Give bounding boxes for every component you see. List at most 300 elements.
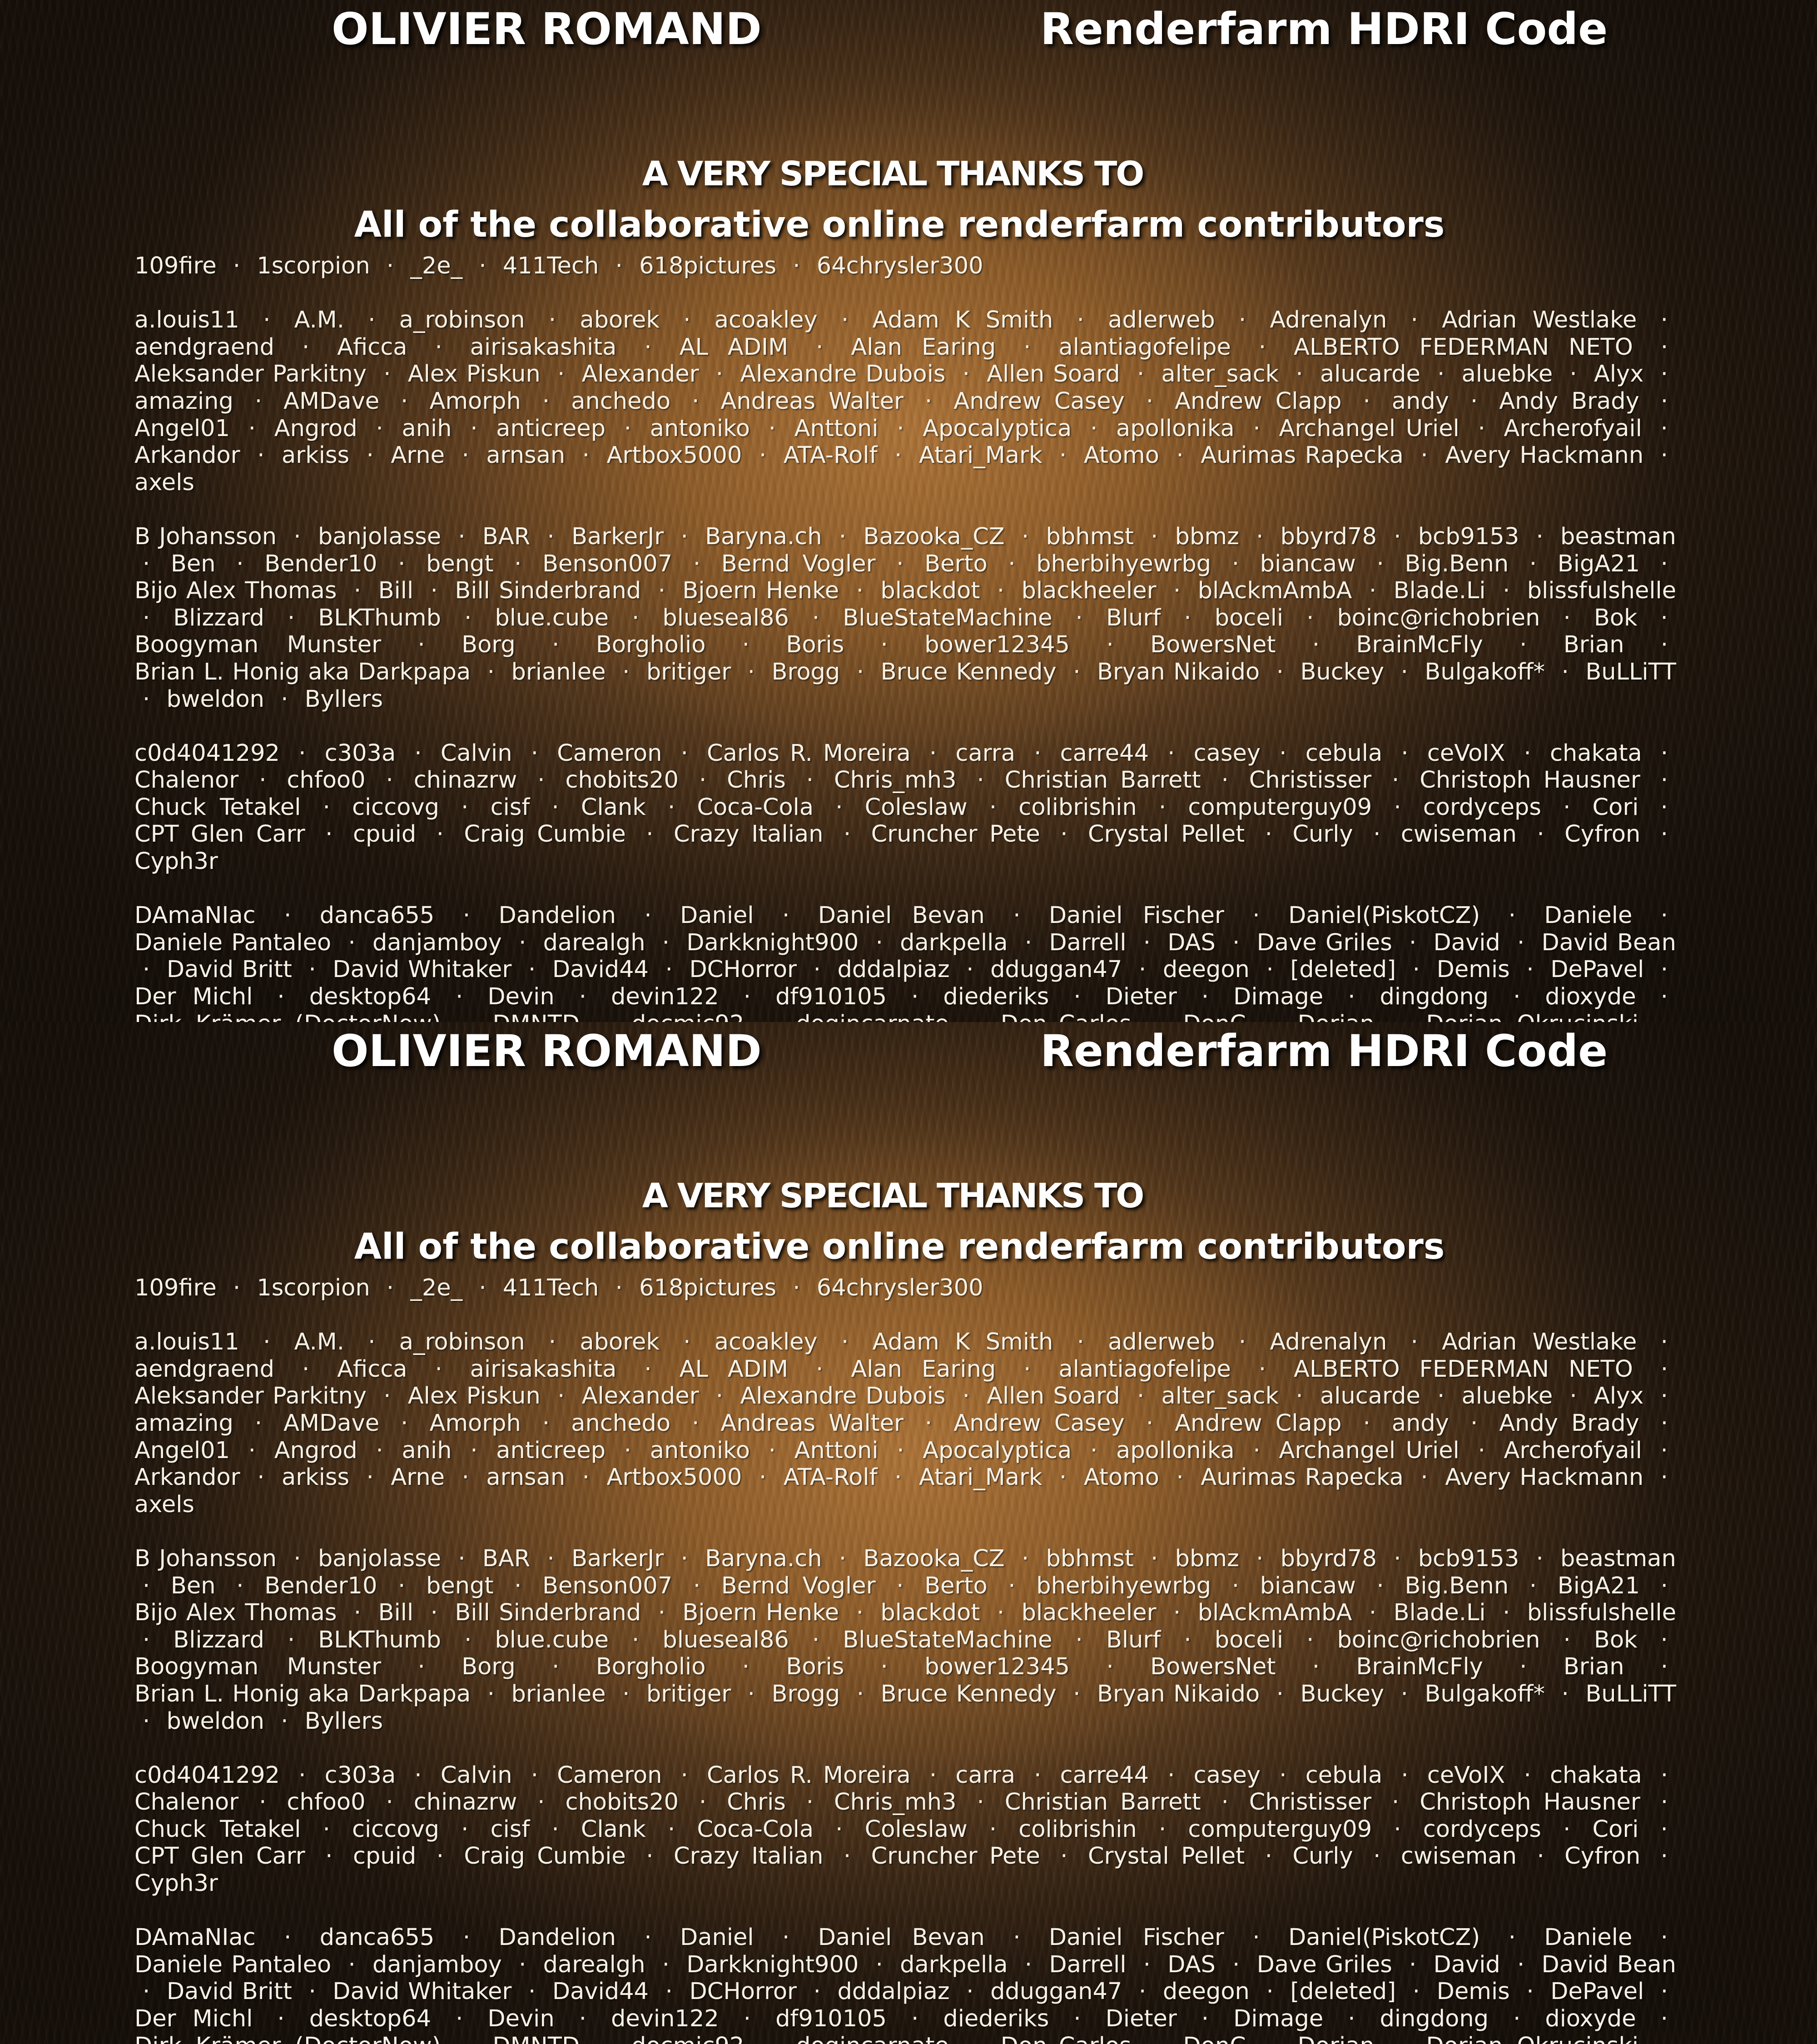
name-separator: · <box>255 1329 278 1355</box>
contributor-name: Artbox5000 <box>607 1464 742 1491</box>
name-separator: · <box>614 659 638 685</box>
contributor-name: Aficca <box>337 1356 407 1383</box>
name-separator: · <box>1251 334 1274 361</box>
contributor-name: Big.Benn <box>1405 551 1509 577</box>
contributor-name: DePavel <box>1550 1978 1644 2005</box>
name-separator: · <box>279 1627 303 1653</box>
name-separator: · <box>1653 1329 1676 1355</box>
contributor-name: Big.Benn <box>1405 1573 1509 1599</box>
contributor-name: BigA21 <box>1558 551 1640 577</box>
name-separator: · <box>636 902 660 929</box>
name-separator: · <box>1082 1437 1106 1464</box>
contributor-name: B Johansson <box>134 523 277 550</box>
name-separator: · <box>691 1789 715 1816</box>
contributor-name: A.M. <box>294 307 344 333</box>
contributor-name: BAR <box>482 1545 530 1572</box>
contributor-name: Bjoern Henke <box>682 577 839 604</box>
contributor-name: Christisser <box>1249 1789 1371 1816</box>
contributor-name: Andy Brady <box>1499 388 1639 415</box>
name-separator: · <box>375 1383 399 1409</box>
contributor-name: Bernd Vogler <box>721 551 876 577</box>
name-separator: · <box>835 1843 859 1870</box>
name-separator: · <box>958 956 982 983</box>
name-separator: · <box>1653 605 1676 631</box>
contributor-name: Buckey <box>1300 1681 1384 1707</box>
contributor-name: brianlee <box>511 659 606 685</box>
name-separator: · <box>1393 659 1416 685</box>
name-separator: · <box>378 1275 402 1301</box>
name-separator: · <box>616 1437 640 1464</box>
contributor-name: Borg <box>462 631 516 658</box>
name-separator: · <box>455 1924 478 1951</box>
name-separator: · <box>921 1762 945 1789</box>
contributor-name: DAmaNIac <box>134 1924 256 1951</box>
name-separator: · <box>1052 1843 1076 1870</box>
name-separator: · <box>228 551 252 577</box>
name-separator: · <box>539 523 563 550</box>
name-separator: · <box>406 740 430 767</box>
name-separator: · <box>989 1599 1013 1626</box>
contributor-name: 411Tech <box>503 1275 599 1301</box>
name-separator: · <box>1405 1978 1428 2005</box>
name-separator: · <box>1069 1329 1092 1355</box>
name-separator: · <box>1554 659 1577 685</box>
contributor-name: colibrishin <box>1018 1816 1137 1843</box>
contributor-name: Craig Cumbie <box>464 1843 626 1870</box>
contributor-name: alter_sack <box>1162 1383 1279 1409</box>
contributor-name: Buckey <box>1300 659 1384 685</box>
name-separator: · <box>1385 794 1409 821</box>
name-separator: · <box>607 253 631 279</box>
name-separator: · <box>954 361 978 387</box>
contributor-name: BowersNet <box>1150 631 1276 658</box>
name-separator: · <box>673 740 696 767</box>
name-separator: · <box>134 605 158 631</box>
name-separator: · <box>549 1383 573 1409</box>
credit-name-heading: OLIVIER ROMAND <box>332 4 762 55</box>
name-separator: · <box>571 983 595 1010</box>
name-separator: · <box>134 956 158 983</box>
contributor-name: Brian <box>1564 1653 1624 1680</box>
name-separator: · <box>360 1329 383 1355</box>
name-separator: · <box>654 1951 678 1978</box>
name-separator: · <box>529 767 553 794</box>
name-separator: · <box>1069 307 1092 333</box>
contributor-name: Anttoni <box>794 415 879 442</box>
contributor-name: danjamboy <box>372 929 502 956</box>
contributor-name: Byllers <box>305 1708 383 1735</box>
name-separator: · <box>969 1789 993 1816</box>
name-separator: · <box>804 1627 828 1653</box>
contributor-name: Boogyman Munster <box>134 631 381 658</box>
name-separator: · <box>1511 1653 1535 1680</box>
name-separator: · <box>1401 1951 1425 1978</box>
contributor-name: computerguy09 <box>1188 794 1372 821</box>
contributor-name: dingdong <box>1380 2005 1489 2032</box>
contributor-name: Blade.Li <box>1394 577 1486 604</box>
name-separator: · <box>1131 1978 1154 2005</box>
name-separator: · <box>1251 1356 1274 1383</box>
name-separator: · <box>675 1329 699 1355</box>
contributor-name: Darrell <box>1049 1951 1126 1978</box>
contributor-name: dddalpiaz <box>837 956 949 983</box>
contributor-name: Alexander <box>582 1383 699 1409</box>
name-separator: · <box>1131 956 1154 983</box>
contributor-name: cisf <box>491 1816 530 1843</box>
contributor-name: blackdot <box>880 1599 980 1626</box>
name-separator: · <box>1554 1681 1577 1707</box>
contributor-name: Angel01 <box>134 1437 230 1464</box>
contributors-subtitle: All of the collaborative online renderfarm contributors <box>0 1226 1799 1267</box>
name-separator: · <box>827 794 851 821</box>
contributor-name: Demis <box>1437 1978 1510 2005</box>
name-separator: · <box>422 1599 446 1626</box>
contributor-name: Alexander <box>582 361 699 387</box>
contributor-name: Cori <box>1593 794 1639 821</box>
name-separator: · <box>1529 1843 1552 1870</box>
contributor-name: Clank <box>581 1816 646 1843</box>
contributor-name: blissfulshelle <box>1527 577 1676 604</box>
contributor-name: bweldon <box>166 1708 264 1735</box>
contributor-name: deegon <box>1163 956 1250 983</box>
name-separator: · <box>740 1681 763 1707</box>
contributor-name: Cyfron <box>1564 821 1640 848</box>
contributor-name: Atomo <box>1084 442 1159 469</box>
name-separator: · <box>616 415 640 442</box>
contributor-name: Crazy Italian <box>674 1843 823 1870</box>
contributor-name: Bok <box>1594 1627 1638 1653</box>
contributor-name: adlerweb <box>1108 1329 1215 1355</box>
contributor-name: Darrell <box>1049 929 1126 956</box>
name-separator: · <box>886 442 910 469</box>
name-separator: · <box>368 415 392 442</box>
contributor-name: David Whitaker <box>333 1978 511 2005</box>
contributor-name: Der Michl <box>134 983 253 1010</box>
contributor-name: cebula <box>1306 740 1383 767</box>
contributor-name: Ben <box>171 551 216 577</box>
contributor-name: danjamboy <box>372 1951 502 1978</box>
contributor-name: BuLLiTT <box>1585 659 1676 685</box>
contributor-name: Andy Brady <box>1499 1410 1639 1437</box>
name-separator: · <box>390 1573 413 1599</box>
contributor-name: carre44 <box>1060 740 1149 767</box>
name-separator: · <box>251 1789 274 1816</box>
contributor-name: Brogg <box>772 1681 840 1707</box>
contributor-name: Atomo <box>1084 1464 1159 1491</box>
contributor-name: beastman <box>1560 523 1676 550</box>
name-separator: · <box>539 1545 563 1572</box>
contributor-name: Ben <box>171 1573 216 1599</box>
name-separator: · <box>427 1356 451 1383</box>
contributor-name: bower12345 <box>924 1653 1070 1680</box>
contributor-name: Christoph Hausner <box>1420 767 1640 794</box>
name-separator: · <box>1193 2005 1217 2032</box>
contributor-name: Alex Piskun <box>408 361 541 387</box>
name-separator: · <box>450 1545 473 1572</box>
contributor-name: AMDave <box>283 388 379 415</box>
name-separator: · <box>760 1437 784 1464</box>
name-separator: · <box>225 1275 248 1301</box>
name-separator: · <box>134 1627 158 1653</box>
contributor-name: blueseal86 <box>662 605 789 631</box>
name-separator: · <box>1065 659 1088 685</box>
contributor-name: Blade.Li <box>1394 1599 1486 1626</box>
contributor-name: blackheeler <box>1022 1599 1157 1626</box>
contributor-name: B Johansson <box>134 1545 277 1572</box>
name-separator: · <box>1653 1843 1676 1870</box>
name-separator: · <box>1521 1573 1545 1599</box>
name-separator: · <box>660 1816 683 1843</box>
contributor-name: devin122 <box>611 983 719 1010</box>
name-separator: · <box>290 1762 314 1789</box>
contributor-name: alucarde <box>1320 361 1420 387</box>
contributor-name: apollonika <box>1116 1437 1235 1464</box>
contributor-name: dddalpiaz <box>837 1978 949 2005</box>
name-separator: · <box>1365 1843 1389 1870</box>
contributor-name: anchedo <box>571 388 670 415</box>
contributor-name: Clank <box>581 794 646 821</box>
contributor-name: chobits20 <box>565 767 679 794</box>
contributor-name: Crazy Italian <box>674 821 823 848</box>
name-separator: · <box>1067 1627 1091 1653</box>
contributor-name: alucarde <box>1320 1383 1420 1409</box>
contributor-name: Daniel Fischer <box>1049 1924 1224 1951</box>
name-separator: · <box>1518 1978 1542 2005</box>
name-separator: · <box>249 442 273 469</box>
name-separator: · <box>886 1464 910 1491</box>
contributor-name: blackdot <box>880 577 980 604</box>
contributor-name: Allen Soard <box>987 361 1120 387</box>
name-separator: · <box>1528 1545 1552 1572</box>
contributor-name: Daniele Pantaleo <box>134 1951 331 1978</box>
contributor-name: anih <box>402 415 452 442</box>
name-separator: · <box>831 1545 854 1572</box>
name-separator: · <box>1653 388 1676 415</box>
name-separator: · <box>378 1789 402 1816</box>
name-separator: · <box>462 415 486 442</box>
name-separator: · <box>360 307 383 333</box>
name-separator: · <box>1176 605 1199 631</box>
name-separator: · <box>1135 929 1159 956</box>
contributor-name: Daniele <box>1544 1924 1632 1951</box>
contributor-name: 618pictures <box>639 253 776 279</box>
name-separator: · <box>835 821 859 848</box>
name-separator: · <box>1138 388 1162 415</box>
name-separator: · <box>1213 1789 1237 1816</box>
name-separator: · <box>1555 605 1579 631</box>
contributor-name: anticreep <box>496 1437 606 1464</box>
contributor-name: blissfulshelle <box>1527 1599 1676 1626</box>
name-separator: · <box>1000 1573 1023 1599</box>
name-separator: · <box>358 442 382 469</box>
contributor-name: anchedo <box>571 1410 670 1437</box>
name-separator: · <box>673 523 696 550</box>
contributor-name: britiger <box>646 659 731 685</box>
name-separator: · <box>889 415 912 442</box>
name-separator: · <box>1653 551 1676 577</box>
name-separator: · <box>294 334 318 361</box>
name-separator: · <box>410 1653 433 1680</box>
name-separator: · <box>392 1410 416 1437</box>
contributor-name: dioxyde <box>1545 2005 1636 2032</box>
name-separator: · <box>969 767 993 794</box>
name-separator: · <box>657 1978 681 2005</box>
contributor-name: DAS <box>1167 1951 1216 1978</box>
name-separator: · <box>300 1978 324 2005</box>
name-separator: · <box>1129 1383 1152 1409</box>
contributor-name: df910105 <box>775 2005 887 2032</box>
contributor-name: David Britt <box>167 956 292 983</box>
name-separator: · <box>1224 1573 1247 1599</box>
contributor-name: darkpella <box>900 929 1008 956</box>
contributor-name: Dieter <box>1106 983 1177 1010</box>
name-separator: · <box>1509 1951 1533 1978</box>
contributor-name: chinazrw <box>414 767 517 794</box>
contributor-name: aborek <box>580 1329 660 1355</box>
name-separator: · <box>798 1789 822 1816</box>
contributor-name: airisakashita <box>470 334 617 361</box>
contributor-name: David44 <box>552 956 649 983</box>
name-separator: · <box>285 1545 309 1572</box>
contributor-name: chakata <box>1550 740 1642 767</box>
contributor-name: [deleted] <box>1290 956 1396 983</box>
contributor-name: anticreep <box>496 415 606 442</box>
contributor-name: biancaw <box>1260 551 1356 577</box>
name-separator: · <box>636 334 660 361</box>
name-separator: · <box>422 577 446 604</box>
name-separator: · <box>368 1437 392 1464</box>
name-separator: · <box>1653 307 1676 333</box>
name-separator: · <box>1065 983 1089 1010</box>
contributor-name: Alexandre Dubois <box>740 1383 945 1409</box>
name-separator: · <box>544 1653 567 1680</box>
contributor-name: chfoo0 <box>287 767 365 794</box>
contributor-name: axels <box>134 469 194 496</box>
contributor-name: Carlos R. Moreira <box>707 1762 911 1789</box>
name-separator: · <box>300 956 324 983</box>
contributor-name: Brogg <box>772 659 840 685</box>
name-separator: · <box>541 307 564 333</box>
contributor-name: ceVoIX <box>1427 1762 1505 1789</box>
name-separator: · <box>541 1329 564 1355</box>
name-separator: · <box>543 1816 567 1843</box>
name-separator: · <box>523 740 546 767</box>
name-separator: · <box>520 1978 544 2005</box>
name-separator: · <box>684 388 707 415</box>
name-separator: · <box>574 442 598 469</box>
name-separator: · <box>1494 1599 1518 1626</box>
contributor-name: Atari_Mark <box>919 442 1043 469</box>
contributor-name: Bender10 <box>264 1573 377 1599</box>
contributor-name: bherbihyewrbg <box>1036 551 1211 577</box>
name-separator: · <box>1098 631 1122 658</box>
contributor-name: chobits20 <box>565 1789 679 1816</box>
name-separator: · <box>805 1978 829 2005</box>
contributor-name: David44 <box>552 1978 649 2005</box>
name-separator: · <box>455 902 478 929</box>
contributor-name: cebula <box>1306 1762 1383 1789</box>
name-separator: · <box>638 821 661 848</box>
name-separator: · <box>1653 1464 1676 1491</box>
contributor-name: chakata <box>1550 1762 1642 1789</box>
contributor-name: Apocalyptica <box>923 1437 1072 1464</box>
name-separator: · <box>685 551 709 577</box>
name-separator: · <box>1231 307 1254 333</box>
name-separator: · <box>888 1573 912 1599</box>
name-separator: · <box>269 983 293 1010</box>
name-separator: · <box>1159 1762 1183 1789</box>
contributor-name: Bender10 <box>264 551 377 577</box>
name-separator: · <box>1268 1681 1292 1707</box>
contributor-name: David Bean <box>1542 1951 1676 1978</box>
name-separator: · <box>685 1573 709 1599</box>
name-separator: · <box>269 2005 293 2032</box>
contributor-name: cordyceps <box>1423 1816 1541 1843</box>
name-separator: · <box>358 1464 382 1491</box>
name-separator: · <box>1361 1599 1385 1626</box>
name-separator: · <box>868 929 891 956</box>
contributor-name: 64chrysler300 <box>817 1275 983 1301</box>
name-separator: · <box>981 794 1005 821</box>
special-thanks-title: A VERY SPECIAL THANKS TO <box>0 154 1785 193</box>
name-separator: · <box>375 361 399 387</box>
contributor-name: antoniko <box>650 1437 750 1464</box>
contributor-name: Chris_mh3 <box>834 1789 957 1816</box>
contributor-name: Coleslaw <box>865 794 968 821</box>
name-separator: · <box>1500 1924 1524 1951</box>
name-separator: · <box>1653 415 1676 442</box>
name-separator: · <box>1026 740 1049 767</box>
contributor-name: Darkknight900 <box>686 1951 859 1978</box>
contributor-name: _2e_ <box>410 253 462 279</box>
contributor-name: Alan Earing <box>851 334 996 361</box>
contributor-name: c303a <box>325 1762 396 1789</box>
contributor-name: aluebke <box>1462 1383 1553 1409</box>
name-separator: · <box>614 1681 638 1707</box>
contributor-name: acoakley <box>715 307 818 333</box>
contributor-name: bbhmst <box>1046 1545 1134 1572</box>
name-separator: · <box>285 523 309 550</box>
contributor-name: Daniel(PiskotCZ) <box>1288 1924 1480 1951</box>
contributor-name: arkiss <box>282 1464 349 1491</box>
special-thanks-title: A VERY SPECIAL THANKS TO <box>0 1176 1785 1215</box>
name-separator: · <box>1257 1843 1281 1870</box>
contributor-name: 1scorpion <box>257 253 370 279</box>
name-separator: · <box>1653 821 1676 848</box>
contributor-name: Apocalyptica <box>923 415 1072 442</box>
name-separator: · <box>447 2005 471 2032</box>
contributor-name: Christoph Hausner <box>1420 1789 1640 1816</box>
name-separator: · <box>784 1275 808 1301</box>
contributor-name: Curly <box>1292 821 1353 848</box>
name-separator: · <box>1405 956 1428 983</box>
contributor-name: Benson007 <box>542 551 672 577</box>
contributor-name: Devin <box>487 983 554 1010</box>
contributor-name: Avery Hackmann <box>1445 1464 1643 1491</box>
name-separator: · <box>654 929 678 956</box>
name-separator: · <box>453 1816 477 1843</box>
contributor-name: darealgh <box>543 929 645 956</box>
name-separator: · <box>1403 1329 1426 1355</box>
contributor-name: brianlee <box>511 1681 606 1707</box>
name-separator: · <box>247 388 270 415</box>
name-separator: · <box>981 1816 1005 1843</box>
name-separator: · <box>808 334 831 361</box>
contributor-name: Andrew Clapp <box>1175 388 1341 415</box>
contributor-name: Chalenor <box>134 767 238 794</box>
name-separator: · <box>317 821 341 848</box>
name-separator: · <box>1224 551 1247 577</box>
